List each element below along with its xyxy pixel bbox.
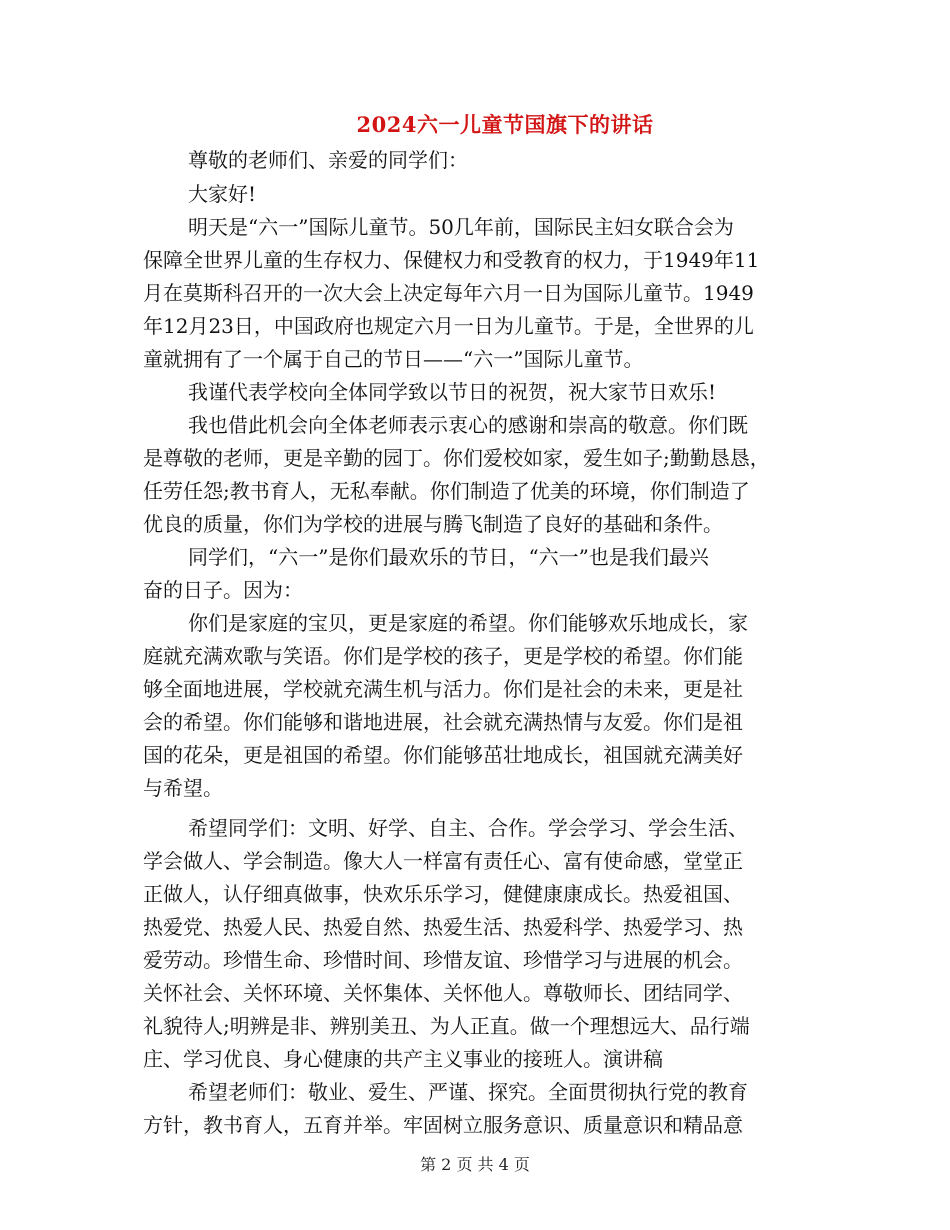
text-line: 够全面地进展，学校就充满生机与活力。你们是社会的未来，更是社 [143, 677, 743, 701]
text-line: 我谨代表学校向全体同学致以节日的祝贺，祝大家节日欢乐! [188, 380, 717, 404]
text-line: 优良的质量，你们为学校的进展与腾飞制造了良好的基础和条件。 [143, 512, 723, 536]
text-line: 正做人，认仔细真做事，快欢乐乐学习，健健康康成长。热爱祖国、 [143, 882, 743, 906]
text-line: 保障全世界儿童的生存权力、保健权力和受教育的权力，于1949年11 [143, 248, 760, 272]
text-line: 与希望。 [143, 776, 223, 800]
text-line: 希望老师们：敬业、爱生、严谨、探究。全面贯彻执行党的教育 [188, 1080, 748, 1104]
text-line: 希望同学们：文明、好学、自主、合作。学会学习、学会生活、 [188, 816, 748, 840]
text-line: 任劳任怨;教书育人，无私奉献。你们制造了优美的环境，你们制造了 [143, 479, 750, 503]
page-title: 2024六一儿童节国旗下的讲话 [356, 112, 654, 137]
text-line: 庄、学习优良、身心健康的共产主义事业的接班人。演讲稿 [143, 1047, 663, 1071]
text-line: 是尊敬的老师，更是辛勤的园丁。你们爱校如家，爱生如子;勤勤恳恳， [143, 446, 770, 470]
text-line: 我也借此机会向全体老师表示衷心的感谢和崇高的敬意。你们既 [188, 413, 748, 437]
text-line: 明天是“六一”国际儿童节。50几年前，国际民主妇女联合会为 [188, 215, 734, 239]
text-line: 方针，教书育人，五育并举。牢固树立服务意识、质量意识和精品意 [143, 1113, 743, 1137]
text-line: 你们是家庭的宝贝，更是家庭的希望。你们能够欢乐地成长，家 [188, 611, 748, 635]
text-line: 学会做人、学会制造。像大人一样富有责任心、富有使命感，堂堂正 [143, 849, 743, 873]
text-line: 大家好! [188, 182, 257, 206]
text-line: 礼貌待人;明辨是非、辨别美丑、为人正直。做一个理想远大、品行端 [143, 1014, 750, 1038]
text-line: 奋的日子。因为： [143, 578, 303, 602]
text-line: 同学们，“六一”是你们最欢乐的节日，“六一”也是我们最兴 [188, 545, 709, 569]
text-line: 童就拥有了一个属于自己的节日——“六一”国际儿童节。 [143, 347, 644, 371]
text-line: 月在莫斯科召开的一次大会上决定每年六月一日为国际儿童节。1949 [143, 281, 754, 305]
text-line: 爱劳动。珍惜生命、珍惜时间、珍惜友谊、珍惜学习与进展的机会。 [143, 948, 743, 972]
text-line: 热爱党、热爱人民、热爱自然、热爱生活、热爱科学、热爱学习、热 [143, 915, 743, 939]
text-line: 庭就充满欢歌与笑语。你们是学校的孩子，更是学校的希望。你们能 [143, 644, 743, 668]
text-line: 会的希望。你们能够和谐地进展，社会就充满热情与友爱。你们是祖 [143, 710, 743, 734]
text-line: 国的花朵，更是祖国的希望。你们能够茁壮地成长，祖国就充满美好 [143, 743, 743, 767]
text-line: 关怀社会、关怀环境、关怀集体、关怀他人。尊敬师长、团结同学、 [143, 981, 743, 1005]
text-line: 尊敬的老师们、亲爱的同学们： [188, 148, 468, 172]
text-line: 年12月23日，中国政府也规定六月一日为儿童节。于是，全世界的儿 [143, 314, 754, 338]
page-footer: 第 2 页 共 4 页 [420, 1155, 530, 1174]
